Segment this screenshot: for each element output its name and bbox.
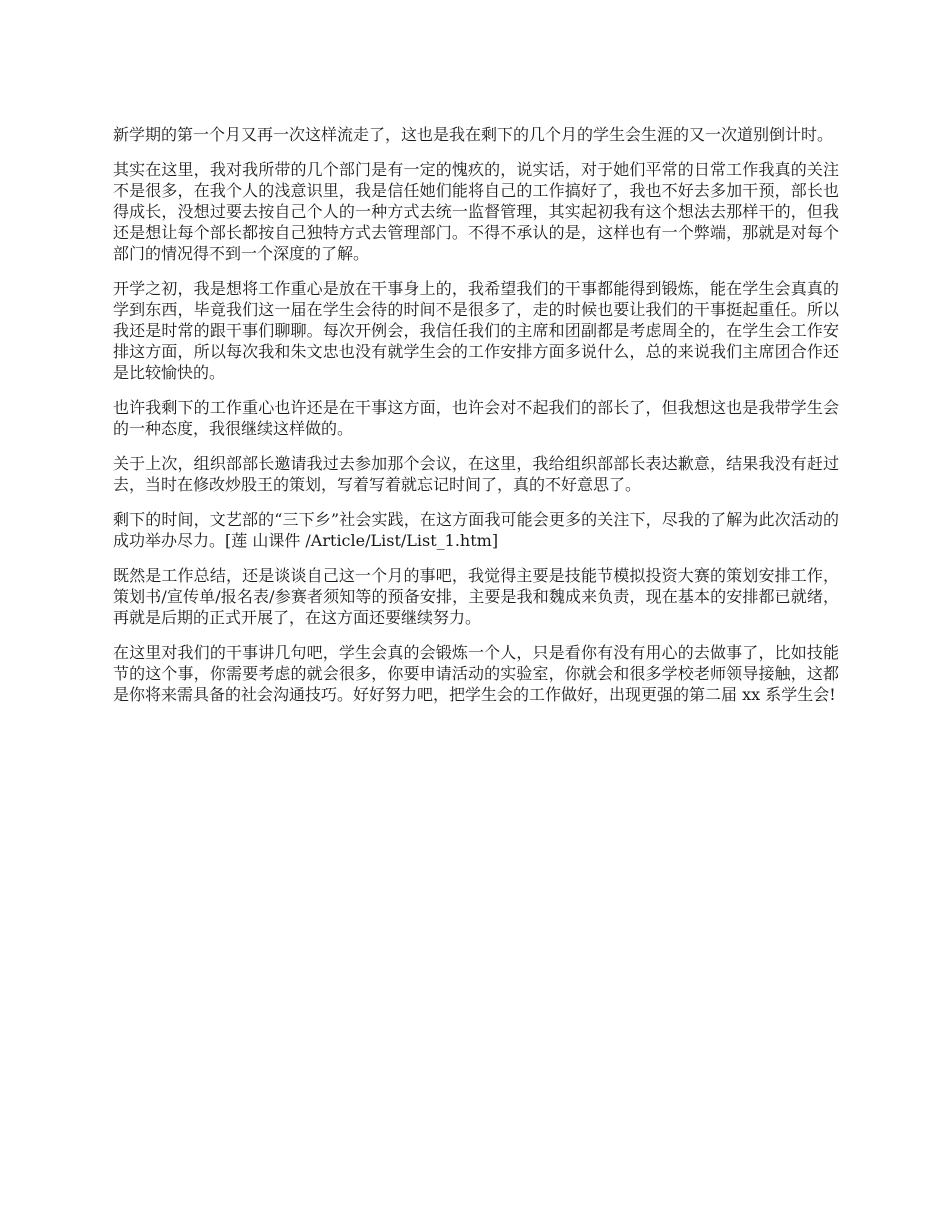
paragraph-3: 开学之初，我是想将工作重心是放在干事身上的，我希望我们的干事都能得到锻炼，能在学生会真真的学到东西，毕竟我们这一届在学生会待的时间不是很多了，走的时候也要让我们的干事挺起重任。所以我还是时常的跟干事们聊聊。每次开例会，我信任我们的主席和团副都是考虑周全的，在学生会工作安排这方面，所以每次我和朱文忠也没有就学生会的工作安排方面多说什么，总的来说我们主席团合作还是比较愉快的。: [113, 279, 839, 382]
paragraph-8: 在这里对我们的干事讲几句吧，学生会真的会锻炼一个人，只是看你有没有用心的去做事了，比如技能节的这个事，你需要考虑的就会很多，你要申请活动的实验室，你就会和很多学校老师领导接触，这都是你将来需具备的社会沟通技巧。好好努力吧，把学生会的工作做好，出现更强的第二届 xx 系学生会!: [113, 643, 839, 704]
paragraph-7: 既然是工作总结，还是谈谈自己这一个月的事吧，我觉得主要是技能节模拟投资大赛的策划安排工作，策划书/宣传单/报名表/参赛者须知等的预备安排，主要是我和魏成来负责，现在基本的安排都已就绪，再就是后期的正式开展了，在这方面还要继续努力。: [113, 566, 839, 627]
paragraph-2: 其实在这里，我对我所带的几个部门是有一定的愧疚的，说实话，对于她们平常的日常工作我真的关注不是很多，在我个人的浅意识里，我是信任她们能将自己的工作搞好了，我也不好去多加干预，部长也得成长，没想过要去按自己个人的一种方式去统一监督管理，其实起初我有这个想法去那样干的，但我还是想让每个部长都按自己独特方式去管理部门。不得不承认的是，这样也有一个弊端，那就是对每个部门的情况得不到一个深度的了解。: [113, 160, 839, 263]
paragraph-5: 关于上次，组织部部长邀请我过去参加那个会议，在这里，我给组织部部长表达歉意，结果我没有赶过去，当时在修改炒股王的策划，写着写着就忘记时间了，真的不好意思了。: [113, 454, 839, 494]
paragraph-4: 也许我剩下的工作重心也许还是在干事这方面，也许会对不起我们的部长了，但我想这也是我带学生会的一种态度，我很继续这样做的。: [113, 398, 839, 438]
document-body: [113, 124, 839, 719]
paragraph-6: 剩下的时间，文艺部的“三下乡”社会实践，在这方面我可能会更多的关注下，尽我的了解为此次活动的成功举办尽力。[莲 山课件 /Article/List/List_1.htm]: [113, 510, 839, 550]
paragraph-1: 新学期的第一个月又再一次这样流走了，这也是我在剩下的几个月的学生会生涯的又一次道别倒计时。: [113, 125, 834, 144]
